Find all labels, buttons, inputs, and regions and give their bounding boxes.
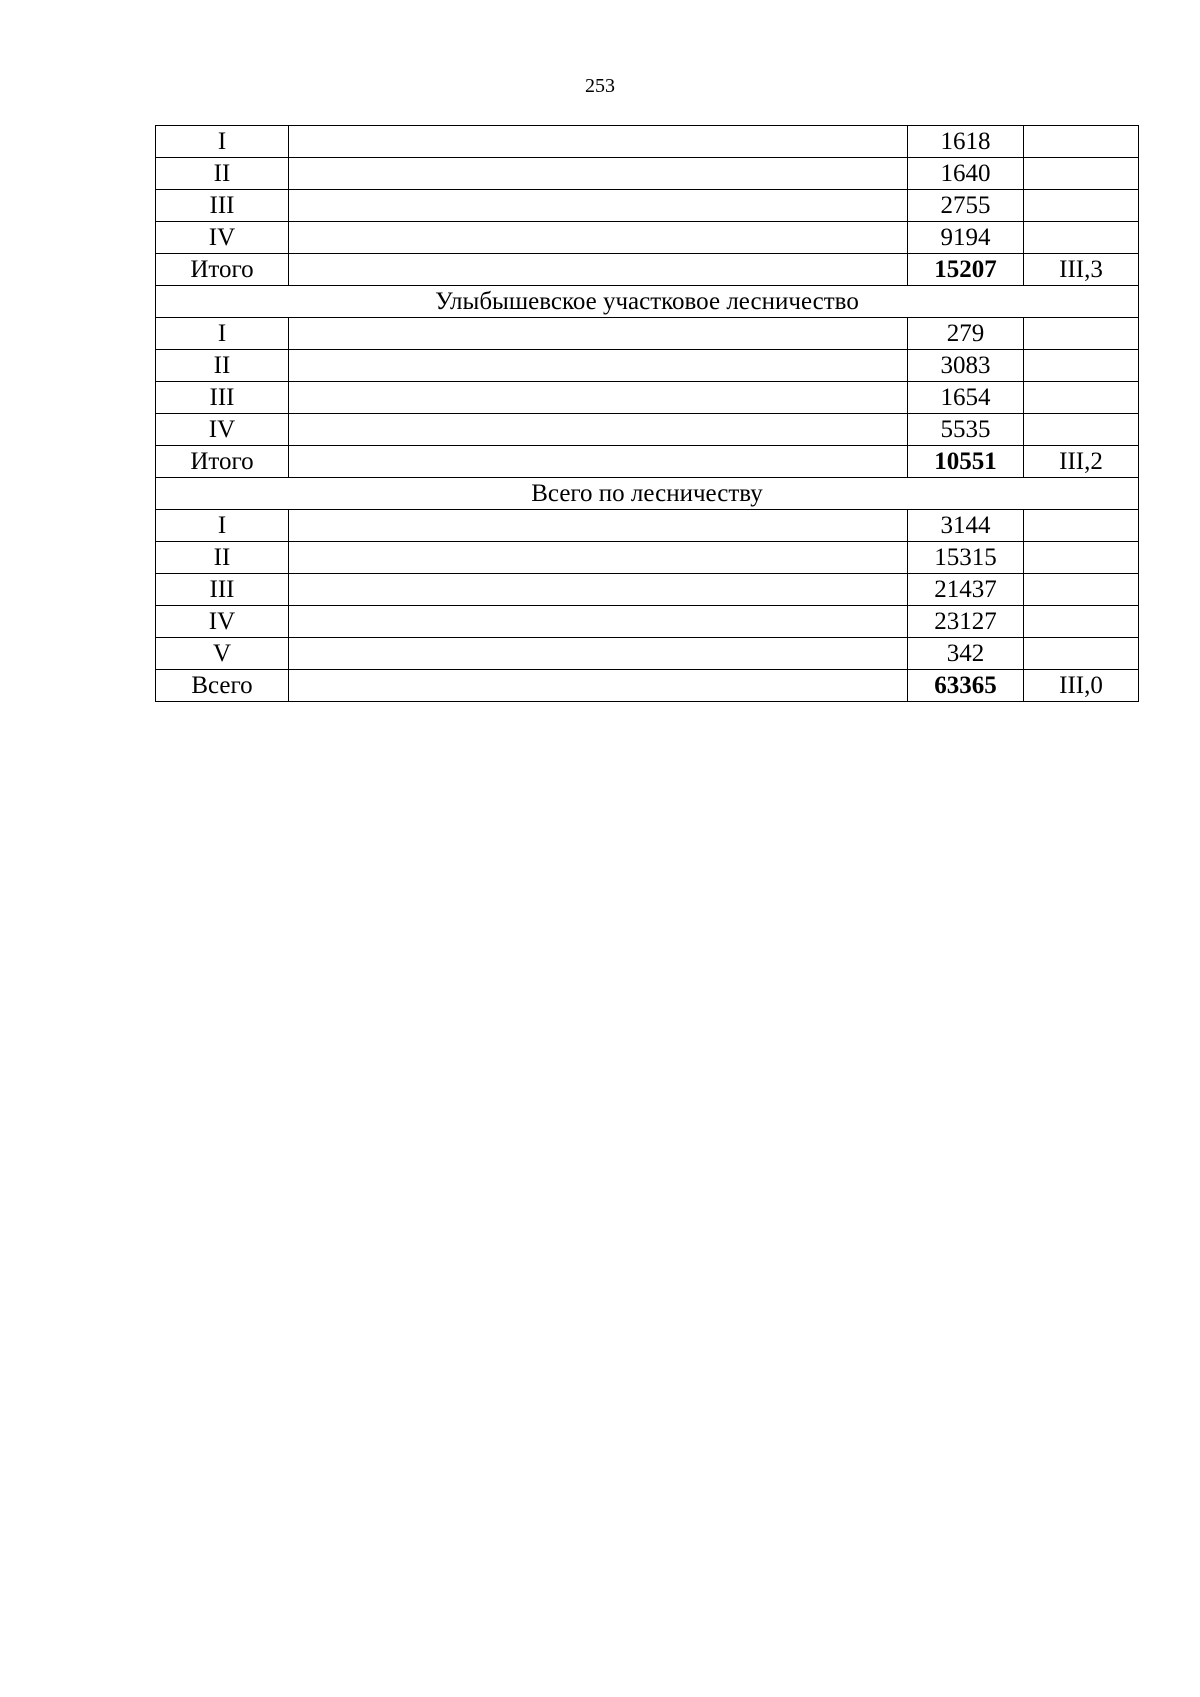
table-row <box>156 542 1139 574</box>
blank-cell <box>289 158 908 190</box>
avg-class-cell <box>1024 638 1139 670</box>
table-row <box>156 414 1139 446</box>
area-cell: 3144 <box>908 510 1024 542</box>
total-area: 15207 <box>908 254 1024 286</box>
area-cell: 1654 <box>908 382 1024 414</box>
total-avg-class: III,0 <box>1024 670 1139 702</box>
total-row <box>156 254 1139 286</box>
table-row <box>156 574 1139 606</box>
avg-class-cell <box>1024 318 1139 350</box>
total-area: 63365 <box>908 670 1024 702</box>
table-row <box>156 158 1139 190</box>
avg-class-cell <box>1024 574 1139 606</box>
class-cell: III <box>156 190 289 222</box>
table-row <box>156 606 1139 638</box>
total-avg-class: III,2 <box>1024 446 1139 478</box>
blank-cell <box>289 670 908 702</box>
avg-class-cell <box>1024 126 1139 158</box>
avg-class-cell <box>1024 382 1139 414</box>
area-cell: 279 <box>908 318 1024 350</box>
table-row <box>156 318 1139 350</box>
class-cell: II <box>156 158 289 190</box>
total-label: Итого <box>156 446 289 478</box>
class-cell: III <box>156 574 289 606</box>
avg-class-cell <box>1024 222 1139 254</box>
area-cell: 1640 <box>908 158 1024 190</box>
class-cell: III <box>156 382 289 414</box>
area-cell: 21437 <box>908 574 1024 606</box>
class-cell: I <box>156 318 289 350</box>
avg-class-cell <box>1024 510 1139 542</box>
total-area: 10551 <box>908 446 1024 478</box>
area-cell: 3083 <box>908 350 1024 382</box>
area-cell: 23127 <box>908 606 1024 638</box>
class-cell: IV <box>156 222 289 254</box>
class-cell: I <box>156 510 289 542</box>
table-row <box>156 510 1139 542</box>
blank-cell <box>289 446 908 478</box>
section-heading: Всего по лесничеству <box>156 478 1139 510</box>
section-heading-row <box>156 286 1139 318</box>
total-avg-class: III,3 <box>1024 254 1139 286</box>
avg-class-cell <box>1024 606 1139 638</box>
blank-cell <box>289 414 908 446</box>
avg-class-cell <box>1024 190 1139 222</box>
blank-cell <box>289 350 908 382</box>
area-cell: 2755 <box>908 190 1024 222</box>
table-row <box>156 126 1139 158</box>
blank-cell <box>289 382 908 414</box>
class-cell: V <box>156 638 289 670</box>
blank-cell <box>289 318 908 350</box>
class-cell: IV <box>156 414 289 446</box>
area-cell: 9194 <box>908 222 1024 254</box>
blank-cell <box>289 190 908 222</box>
avg-class-cell <box>1024 350 1139 382</box>
blank-cell <box>289 606 908 638</box>
total-row <box>156 446 1139 478</box>
blank-cell <box>289 222 908 254</box>
blank-cell <box>289 542 908 574</box>
table-row <box>156 222 1139 254</box>
page-number: 253 <box>585 75 615 97</box>
table-row <box>156 638 1139 670</box>
blank-cell <box>289 638 908 670</box>
area-cell: 5535 <box>908 414 1024 446</box>
blank-cell <box>289 510 908 542</box>
avg-class-cell <box>1024 542 1139 574</box>
blank-cell <box>289 126 908 158</box>
section-heading-row <box>156 478 1139 510</box>
section-heading: Улыбышевское участковое лесничество <box>156 286 1139 318</box>
area-cell: 1618 <box>908 126 1024 158</box>
avg-class-cell <box>1024 414 1139 446</box>
table-row <box>156 350 1139 382</box>
class-cell: I <box>156 126 289 158</box>
total-row <box>156 670 1139 702</box>
class-cell: II <box>156 350 289 382</box>
total-label: Итого <box>156 254 289 286</box>
blank-cell <box>289 574 908 606</box>
blank-cell <box>289 254 908 286</box>
table-row <box>156 190 1139 222</box>
total-label: Всего <box>156 670 289 702</box>
table-row <box>156 382 1139 414</box>
avg-class-cell <box>1024 158 1139 190</box>
class-cell: II <box>156 542 289 574</box>
area-cell: 342 <box>908 638 1024 670</box>
class-cell: IV <box>156 606 289 638</box>
area-cell: 15315 <box>908 542 1024 574</box>
data-table <box>155 125 1139 702</box>
